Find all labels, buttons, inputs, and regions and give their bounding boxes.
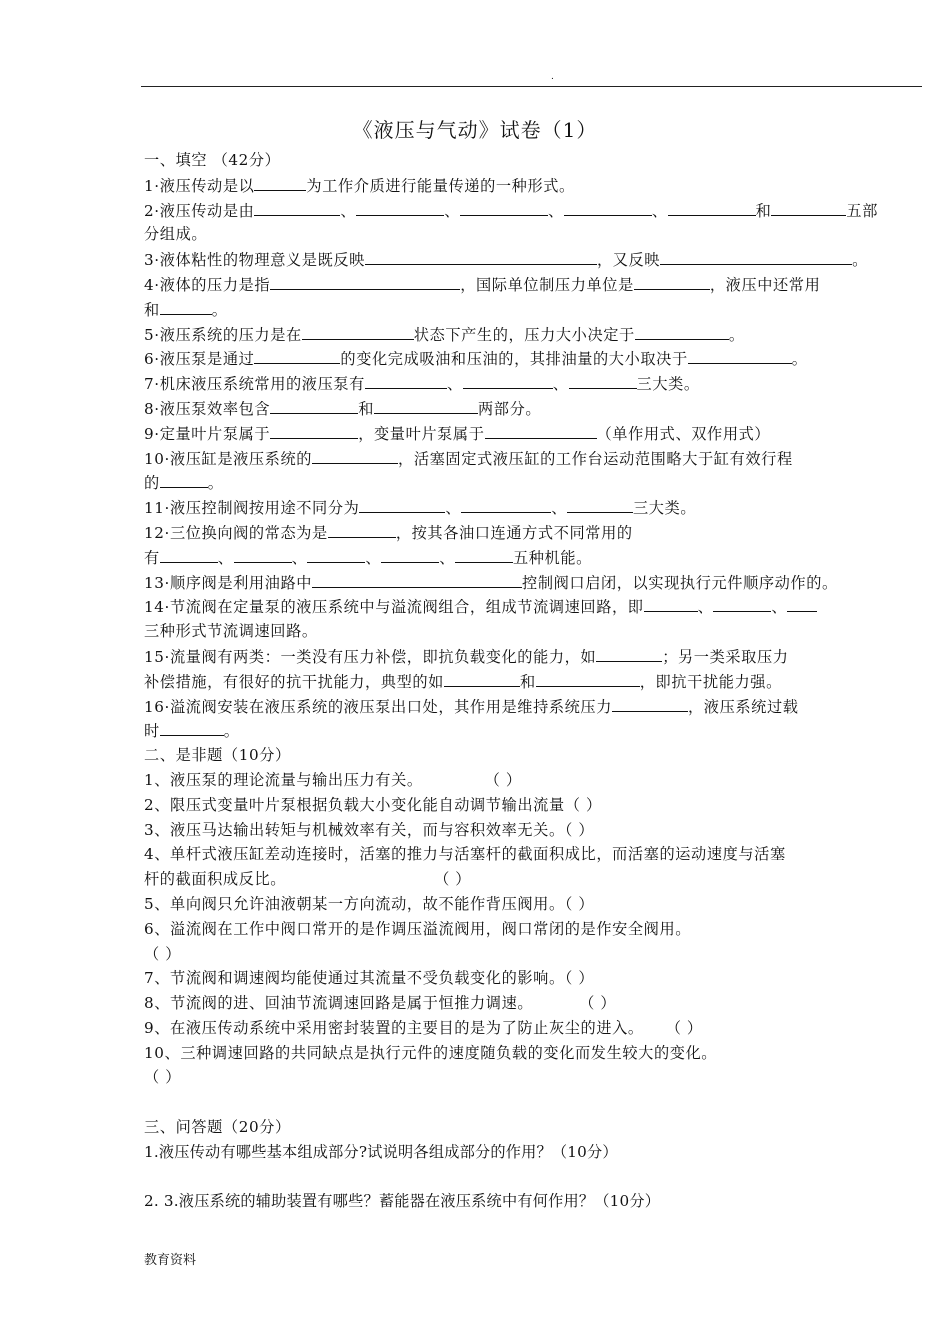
answer-blank[interactable] bbox=[374, 396, 478, 414]
line-text: 三大类。 bbox=[633, 499, 697, 518]
exam-line bbox=[144, 892, 922, 917]
line-text: 14·节流阀在定量泵的液压系统中与溢流阀组合，组成节流调速回路，即 bbox=[144, 598, 644, 617]
exam-line bbox=[144, 694, 922, 719]
line-text: 11·液压控制阀按用途不同分为 bbox=[144, 499, 360, 518]
line-text: 和 bbox=[755, 201, 772, 220]
line-text: ，国际单位制压力单位是 bbox=[460, 275, 634, 294]
line-text: 5、单向阀只允许油液朝某一方向流动，故不能作背压阀用。（ ） bbox=[144, 894, 595, 913]
line-text: 9·定量叶片泵属于 bbox=[144, 424, 271, 443]
answer-blank[interactable] bbox=[660, 247, 852, 265]
line-text: 。 bbox=[207, 474, 224, 493]
line-text: 4·液体的压力是指 bbox=[144, 275, 271, 294]
line-text: 的变化完成吸油和压油的，其排油量的大小取决于 bbox=[340, 350, 688, 369]
line-text: （ ） bbox=[144, 1068, 182, 1087]
answer-blank[interactable] bbox=[612, 694, 688, 712]
line-text: （ ） bbox=[484, 770, 522, 789]
line-text: 、 bbox=[551, 499, 567, 518]
line-text: ，液压中还常用 bbox=[709, 275, 821, 294]
exam-line bbox=[144, 148, 922, 173]
answer-blank[interactable] bbox=[160, 718, 224, 736]
line-text: 2·液压传动是由 bbox=[144, 201, 255, 220]
exam-line bbox=[144, 966, 922, 991]
line-text: 控制阀口启闭，以实现执行元件顺序动作的。 bbox=[522, 573, 838, 592]
line-text: 1、液压泵的理论流量与输出压力有关。 bbox=[144, 770, 423, 789]
line-text: 分组成。 bbox=[144, 225, 208, 244]
answer-blank[interactable] bbox=[254, 346, 340, 364]
line-text: 有 bbox=[144, 548, 160, 567]
answer-blank[interactable] bbox=[270, 421, 358, 439]
exam-line bbox=[144, 470, 922, 495]
line-text: 、 bbox=[445, 499, 462, 518]
exam-line bbox=[144, 297, 922, 322]
exam-line bbox=[144, 198, 922, 223]
line-text: 为工作介质进行能量传递的一种形式。 bbox=[306, 176, 575, 195]
answer-blank[interactable] bbox=[302, 322, 414, 340]
exam-line bbox=[144, 272, 922, 297]
line-text: （ ） bbox=[579, 994, 617, 1013]
exam-line bbox=[144, 942, 922, 967]
answer-blank[interactable] bbox=[234, 545, 292, 563]
answer-blank[interactable] bbox=[635, 322, 729, 340]
exam-line bbox=[144, 322, 922, 347]
exam-line bbox=[144, 619, 922, 644]
answer-blank[interactable] bbox=[569, 371, 637, 389]
line-text: 、 bbox=[548, 201, 564, 220]
exam-line bbox=[144, 346, 922, 371]
line-text: 4、单杆式液压缸差动连接时，活塞的推力与活塞杆的截面积成比，而活塞的运动速度与活塞 bbox=[144, 845, 786, 864]
line-text: 、 bbox=[439, 548, 455, 567]
line-text: 、 bbox=[365, 548, 382, 567]
answer-blank[interactable] bbox=[634, 272, 710, 290]
line-text: （ ） bbox=[144, 944, 182, 963]
line-text: ，活塞固定式液压缸的工作台运动范围略大于缸有效行程 bbox=[398, 449, 793, 468]
line-text: 和 bbox=[358, 399, 374, 418]
answer-blank[interactable] bbox=[381, 545, 439, 563]
line-text: 5·液压系统的压力是在 bbox=[144, 325, 302, 344]
line-text: 15·流量阀有两类：一类没有压力补偿，即抗负载变化的能力，如 bbox=[144, 647, 597, 666]
answer-blank[interactable] bbox=[254, 198, 340, 216]
line-text: （ ） bbox=[434, 870, 472, 889]
line-text: 杆的截面积成反比。 bbox=[144, 870, 287, 889]
line-text: 五部 bbox=[846, 201, 878, 220]
line-text: 、 bbox=[340, 201, 357, 220]
exam-line bbox=[144, 818, 922, 843]
answer-blank[interactable] bbox=[564, 198, 652, 216]
line-text: 7、节流阀和调速阀均能使通过其流量不受负载变化的影响。（ ） bbox=[144, 969, 595, 988]
line-text: 16·溢流阀安装在液压系统的液压泵出口处，其作用是维持系统压力 bbox=[144, 697, 613, 716]
answer-blank[interactable] bbox=[485, 421, 597, 439]
line-text: 、 bbox=[771, 598, 788, 617]
line-text: 2. 3.液压系统的辅助装置有哪些？蓄能器在液压系统中有何作用？（10分） bbox=[144, 1192, 661, 1211]
line-text: 3·液体粘性的物理意义是既反映 bbox=[144, 251, 365, 270]
line-text: 五种机能。 bbox=[512, 548, 592, 567]
exam-line bbox=[144, 1041, 922, 1066]
exam-line bbox=[144, 718, 922, 743]
exam-line bbox=[144, 1115, 922, 1140]
answer-blank[interactable] bbox=[307, 545, 365, 563]
exam-body bbox=[144, 148, 922, 1214]
line-text: 状态下产生的，压力大小决定于 bbox=[413, 325, 635, 344]
header-rule bbox=[141, 86, 922, 87]
exam-line bbox=[144, 1090, 922, 1115]
line-text: 9、在液压传动系统中采用密封装置的主要目的是为了防止灰尘的进入。 bbox=[144, 1018, 644, 1037]
answer-blank[interactable] bbox=[455, 545, 513, 563]
line-text: 8·液压泵效率包含 bbox=[144, 399, 271, 418]
answer-blank[interactable] bbox=[444, 669, 520, 687]
exam-title: 《液压与气动》试卷（1） bbox=[352, 118, 598, 142]
line-text: 7·机床液压系统常用的液压泵有 bbox=[144, 375, 365, 394]
line-text: 。 bbox=[852, 251, 868, 270]
exam-line bbox=[144, 1065, 922, 1090]
line-text: 时 bbox=[144, 722, 160, 741]
exam-line bbox=[144, 222, 922, 247]
exam-line bbox=[144, 520, 922, 545]
line-text: 6·液压泵是通过 bbox=[144, 350, 255, 369]
line-text: 一、填空 （42分） bbox=[144, 151, 281, 169]
line-text: 、 bbox=[651, 201, 668, 220]
answer-blank[interactable] bbox=[312, 570, 522, 588]
answer-blank[interactable] bbox=[596, 644, 662, 662]
line-text: ，液压系统过载 bbox=[688, 697, 799, 716]
line-text: 两部分。 bbox=[478, 399, 542, 418]
answer-blank[interactable] bbox=[270, 396, 358, 414]
answer-blank[interactable] bbox=[160, 545, 218, 563]
exam-line bbox=[144, 1016, 922, 1041]
line-text: 二、是非题（10分） bbox=[144, 746, 291, 765]
line-text: 、 bbox=[291, 548, 308, 567]
line-text: 6、溢流阀在工作中阀口常开的是作调压溢流阀用，阀口常闭的是作安全阀用。 bbox=[144, 919, 692, 938]
exam-line bbox=[144, 594, 922, 619]
exam-line bbox=[144, 768, 922, 793]
line-text: ，变量叶片泵属于 bbox=[358, 424, 485, 443]
line-text: 三大类。 bbox=[636, 375, 700, 394]
answer-blank[interactable] bbox=[536, 669, 640, 687]
line-text: 、 bbox=[697, 598, 714, 617]
line-text: 补偿措施，有很好的抗干扰能力，典型的如 bbox=[144, 672, 444, 691]
line-text: 1.液压传动有哪些基本组成部分?试说明各组成部分的作用？（10分） bbox=[144, 1142, 618, 1161]
line-text: （ ） bbox=[665, 1018, 703, 1037]
answer-blank[interactable] bbox=[688, 346, 792, 364]
exam-line bbox=[144, 669, 922, 694]
line-text: 、 bbox=[217, 548, 234, 567]
header-dot: . bbox=[551, 72, 554, 82]
line-text: （单作用式、双作用式） bbox=[596, 424, 771, 443]
answer-blank[interactable] bbox=[771, 198, 846, 216]
exam-line bbox=[144, 1140, 922, 1165]
answer-blank[interactable] bbox=[567, 495, 633, 513]
answer-blank[interactable] bbox=[312, 446, 398, 464]
line-text: 、 bbox=[446, 375, 463, 394]
answer-blank[interactable] bbox=[668, 198, 756, 216]
line-text: ；另一类采取压力 bbox=[662, 647, 789, 666]
line-text: 13·顺序阀是利用油路中 bbox=[144, 573, 313, 592]
line-text: 10·液压缸是液压系统的 bbox=[144, 449, 313, 468]
answer-blank[interactable] bbox=[328, 520, 396, 538]
exam-line bbox=[144, 793, 922, 818]
answer-blank[interactable] bbox=[460, 198, 548, 216]
line-text: 。 bbox=[211, 300, 228, 319]
exam-line bbox=[144, 421, 922, 446]
answer-blank[interactable] bbox=[461, 495, 551, 513]
exam-line bbox=[144, 842, 922, 867]
exam-line bbox=[144, 446, 922, 471]
exam-line bbox=[144, 371, 922, 396]
line-text: 3、液压马达输出转矩与机械效率有关，而与容积效率无关。（ ） bbox=[144, 820, 595, 839]
exam-line bbox=[144, 1189, 922, 1214]
footer-text: 教育资料 bbox=[144, 1253, 197, 1268]
answer-blank[interactable] bbox=[713, 594, 771, 612]
exam-line bbox=[144, 991, 922, 1016]
line-text: 三、问答题（20分） bbox=[144, 1118, 291, 1137]
line-text: 8、节流阀的进、回油节流调速回路是属于恒推力调速。 bbox=[144, 994, 534, 1013]
line-text: 和 bbox=[519, 672, 536, 691]
line-text: ，即抗干扰能力强。 bbox=[639, 672, 782, 691]
line-text: 1·液压传动是以 bbox=[144, 176, 255, 195]
line-text: 、 bbox=[444, 201, 461, 220]
line-text: 2、限压式变量叶片泵根据负载大小变化能自动调节输出流量（ ） bbox=[144, 795, 602, 814]
exam-line bbox=[144, 545, 922, 570]
line-text: 12·三位换向阀的常态为是 bbox=[144, 523, 328, 542]
answer-blank[interactable] bbox=[365, 371, 447, 389]
exam-line bbox=[144, 743, 922, 768]
exam-line bbox=[144, 495, 922, 520]
line-text: 、 bbox=[552, 375, 569, 394]
exam-line bbox=[144, 247, 922, 272]
line-text: 。 bbox=[728, 325, 745, 344]
answer-blank[interactable] bbox=[356, 198, 444, 216]
line-text: 和 bbox=[144, 300, 160, 319]
exam-line bbox=[144, 396, 922, 421]
exam-line bbox=[144, 644, 922, 669]
line-text: 。 bbox=[223, 722, 240, 741]
exam-line bbox=[144, 867, 922, 892]
answer-blank[interactable] bbox=[160, 297, 212, 315]
answer-blank[interactable] bbox=[463, 371, 553, 389]
answer-blank[interactable] bbox=[787, 594, 817, 612]
answer-blank[interactable] bbox=[644, 594, 698, 612]
answer-blank[interactable] bbox=[254, 173, 306, 191]
exam-line bbox=[144, 570, 922, 595]
answer-blank[interactable] bbox=[359, 495, 445, 513]
line-text: 三种形式节流调速回路。 bbox=[144, 622, 318, 641]
answer-blank[interactable] bbox=[160, 470, 208, 488]
line-text: 的 bbox=[144, 474, 160, 493]
line-text: ，按其各油口连通方式不同常用的 bbox=[395, 523, 633, 542]
exam-line bbox=[144, 917, 922, 942]
exam-line bbox=[144, 1165, 922, 1190]
answer-blank[interactable] bbox=[270, 272, 460, 290]
line-text: ，又反映 bbox=[596, 251, 661, 270]
exam-line bbox=[144, 173, 922, 198]
line-text: 10、三种调速回路的共同缺点是执行元件的速度随负载的变化而发生较大的变化。 bbox=[144, 1043, 718, 1062]
line-text: 。 bbox=[791, 350, 808, 369]
answer-blank[interactable] bbox=[365, 247, 597, 265]
